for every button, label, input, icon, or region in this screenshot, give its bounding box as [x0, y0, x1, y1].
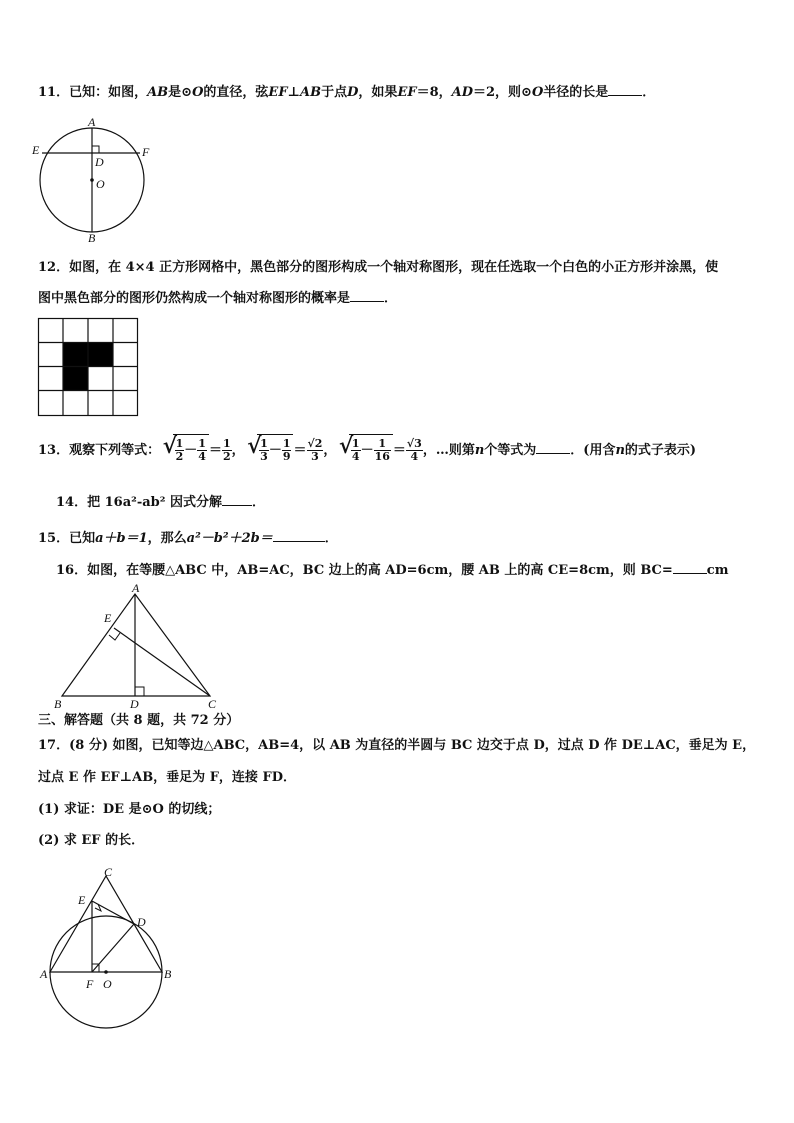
q11-label-a: A [88, 115, 96, 129]
q15-text: 15．已知a＋b＝1，那么a²－b²＋2b＝ ． [38, 531, 338, 546]
q16-label-d: D [130, 697, 139, 711]
q16-text: 16．如图，在等腰△ABC 中，AB=AC，BC 边上的高 AD=6cm，腰 AB 上的高 CE=8cm，则 BC= cm [56, 563, 729, 578]
q17-label-d: D [137, 915, 146, 929]
q12-line2: 图中黑色部分的图形仍然构成一个轴对称图形的概率是 ． [38, 291, 398, 306]
q11-label-e: E [32, 143, 40, 157]
q16-answer-blank[interactable] [673, 573, 707, 574]
q16-label-e: E [104, 611, 112, 625]
q16-triangle-figure [52, 581, 232, 712]
q11-text: 11．已知：如图，AB是⊙O的直径，弦EF⊥AB于点D，如果EF＝8，AD＝2，则⊙O半径的长是 ． [38, 85, 656, 100]
q13-text: 13．观察下列等式： √ $\frac{1}{2}$ － $\frac{1}{4}$ ＝ $\frac{1}{2}$ ， √ $\frac{1}{3}$ － $\frac{1}{9}$ ＝ $\frac{√2}{3}$ ， √ $\frac{1}{4}$ － $\frac{1}{16}$ ＝ $\frac{√3}{4}$ ，…则第n个等式为 ．(用含n的式子表示) [38, 434, 696, 467]
q11-circle-figure [34, 114, 154, 248]
q17-label-c: C [104, 865, 113, 879]
q15-answer-blank[interactable] [273, 541, 325, 542]
q13-eq1-root: √ $\frac{1}{2}$ － $\frac{1}{4}$ [173, 434, 209, 467]
q16-label-a: A [132, 581, 140, 595]
q13-eq2-root: √ $\frac{1}{3}$ － $\frac{1}{9}$ [257, 434, 293, 467]
q17-label-e: E [78, 893, 86, 907]
q11-label-b: B [88, 231, 96, 245]
q16-label-b: B [54, 697, 62, 711]
q11-label-d: D [95, 155, 104, 169]
q12-line1: 12．如图，在 4×4 正方形网格中，黑色部分的图形构成一个轴对称图形，现在任选取一个白色的小正方形并涂黑，使 [38, 260, 719, 275]
q17-label-o: O [103, 977, 112, 991]
q17-label-b: B [164, 967, 172, 981]
q17-label-f: F [86, 977, 94, 991]
q12-grid-figure [38, 318, 138, 416]
q11-label-o: O [96, 177, 105, 191]
q17-part1: (1) 求证：DE 是⊙O 的切线； [38, 802, 221, 817]
q14-answer-blank[interactable] [222, 505, 252, 506]
q16-label-c: C [208, 697, 217, 711]
section3-heading: 三、解答题（共 8 题，共 72 分） [38, 713, 240, 728]
q17-semicircle-figure [36, 864, 186, 1034]
q11-answer-blank[interactable] [608, 95, 642, 96]
q13-eq3-root: √ $\frac{1}{4}$ － $\frac{1}{16}$ [349, 434, 393, 467]
q13-answer-blank[interactable] [536, 453, 570, 454]
q11-label-f: F [142, 145, 150, 159]
q17-label-a: A [40, 967, 48, 981]
q12-answer-blank[interactable] [350, 301, 384, 302]
q17-line2: 过点 E 作 EF⊥AB，垂足为 F，连接 FD． [38, 770, 296, 785]
q17-line1: 17．(8 分) 如图，已知等边△ABC，AB=4，以 AB 为直径的半圆与 BC 边交于点 D，过点 D 作 DE⊥AC，垂足为 E， [38, 738, 756, 753]
q17-part2: (2) 求 EF 的长． [38, 833, 145, 848]
q14-text: 14．把 16a²-ab² 因式分解 ． [56, 495, 265, 510]
